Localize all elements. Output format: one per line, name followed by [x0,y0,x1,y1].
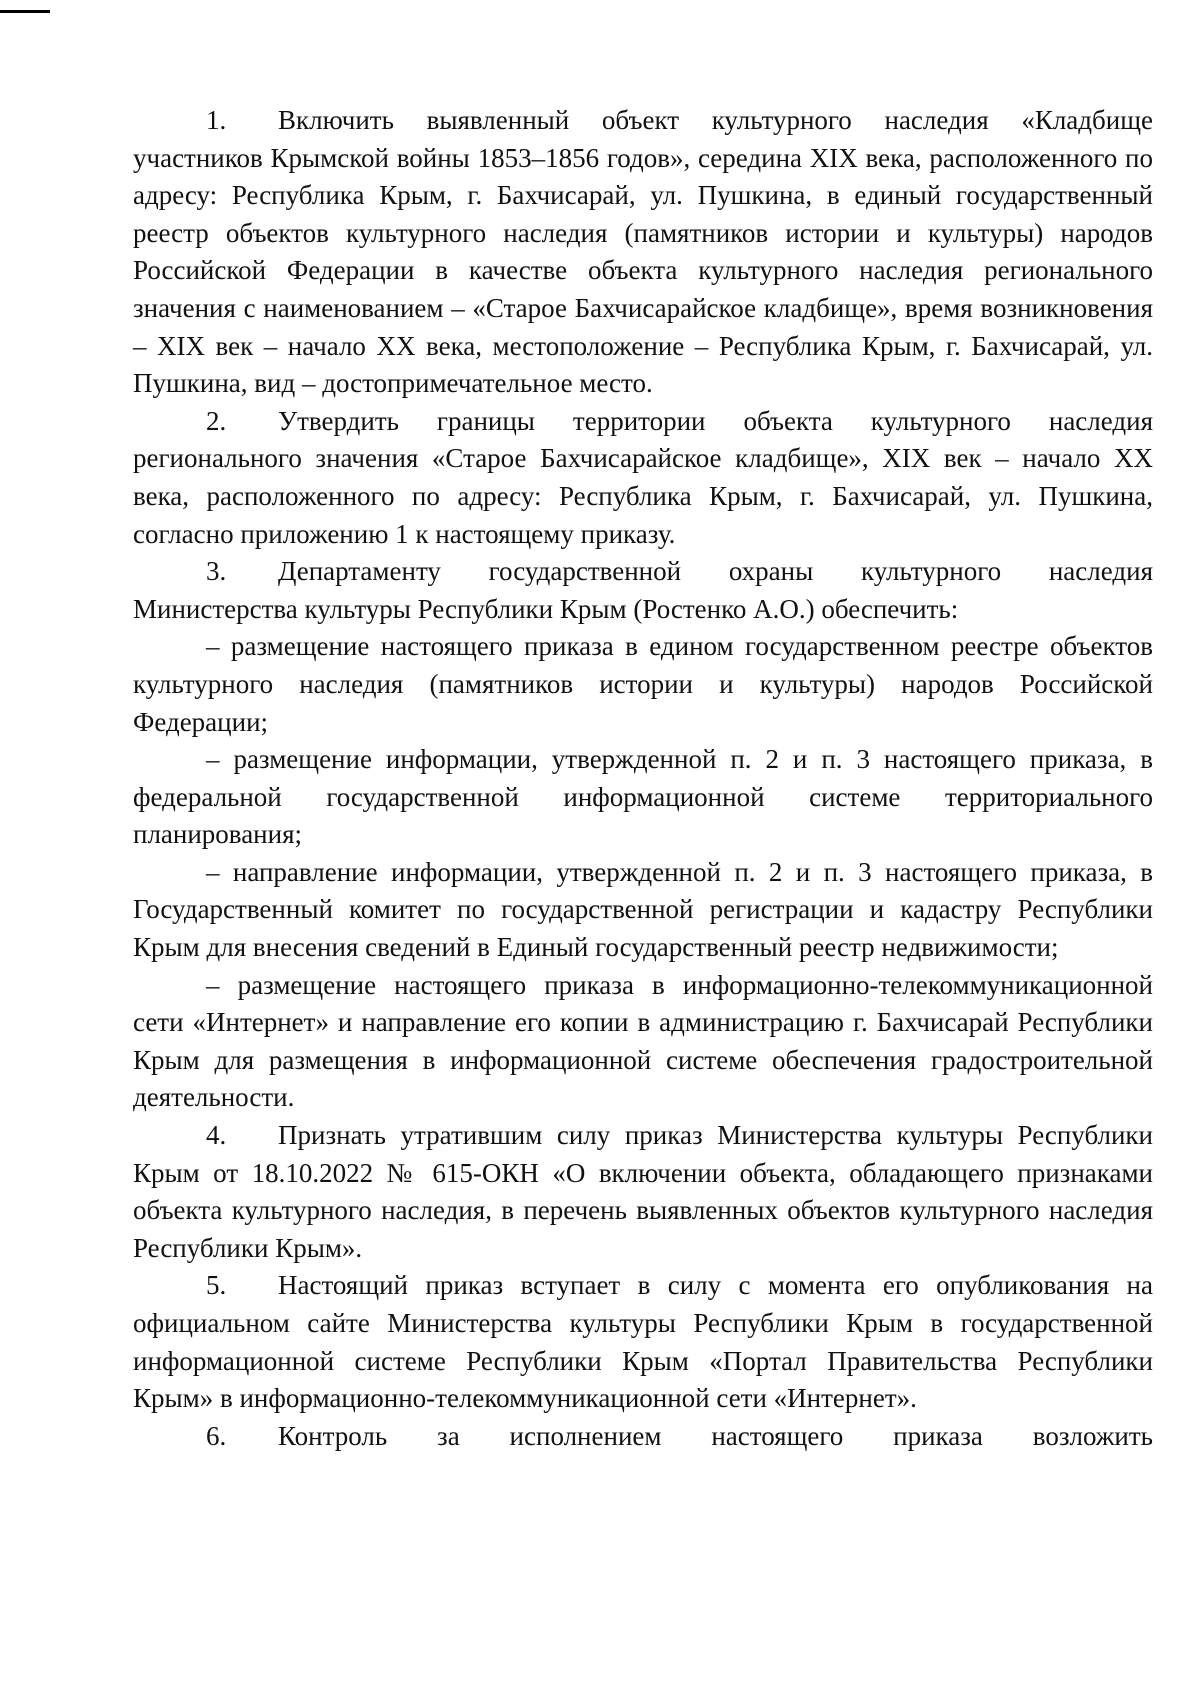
scan-corner-mark [0,10,50,13]
document-body [133,102,1153,1455]
paragraph-number: 1. [206,105,227,135]
paragraph-text: Включить выявленный объект культурного наследия «Кладбище участников Крымской войны 1853–1856 годов», середина XIX века, расположенного по адресу: Республика Крым, г. Бахчисарай, ул. Пушкина, в единый государственный реестр объектов культурного наследия (памятников истории и культуры) народов Российской Федерации в качестве объекта культурного наследия регионального значения с наименованием – «Старое Бахчисарайское кладбище», время возникновения – XIX век – начало XX века, местоположение – Республика Крым, г. Бахчисарай, ул. Пушкина, вид – достопримечательное место. [133,105,1153,399]
subitem-4: – размещение настоящего приказа в информационно-телекоммуникационной сети «Интернет» и направление его копии в администрацию г. Бахчисарай Республики Крым для размещения в информационной системе обеспечения градостроительной деятельности. [133,969,1153,1113]
paragraph-3 [133,553,1153,628]
paragraph-text: Контроль за исполнением настоящего приказа возложить [278,1420,1153,1451]
subitem-3: – направление информации, утвержденной п. 2 и п. 3 настоящего приказа, в Государственный комитет по государственной регистрации и кадастру Республики Крым для внесения сведений в Единый государственный реестр недвижимости; [133,856,1153,963]
paragraph-number: 2. [206,405,227,436]
paragraph-5 [133,1267,1153,1417]
paragraph-2 [133,403,1153,553]
paragraph-number: 6. [206,1420,227,1451]
paragraph-text: Утвердить границы территории объекта культурного наследия регионального значения «Старое Бахчисарайское кладбище», XIX век – начало XX века, расположенного по адресу: Республика Крым, г. Бахчисарай, ул. Пушкина, согласно приложению 1 к настоящему приказу. [133,405,1153,549]
paragraph-number: 5. [206,1270,227,1301]
paragraph-text: Настоящий приказ вступает в силу с момента его опубликования на официальном сайте Министерства культуры Республики Крым в государственной информационной системе Республики Крым «Портал Правительства Республики Крым» в информационно-телекоммуникационной сети «Интернет». [133,1270,1153,1414]
paragraph-text: Признать утратившим силу приказ Министерства культуры Республики Крым от 18.10.2022 № 615-ОКН «О включении объекта, обладающего признаками объекта культурного наследия, в перечень выявленных объектов культурного наследия Республики Крым». [133,1120,1153,1263]
paragraph-4 [133,1117,1153,1267]
paragraph-text: Департаменту государственной охраны культурного наследия Министерства культуры Республики Крым (Ростенко А.О.) обеспечить: [133,556,1153,624]
paragraph-6 [133,1418,1153,1456]
paragraph-number: 4. [206,1120,227,1151]
subitem-2: – размещение информации, утвержденной п. 2 и п. 3 настоящего приказа, в федеральной государственной информационной системе территориального планирования; [133,744,1153,850]
paragraph-1 [133,102,1153,403]
subitem-1: – размещение настоящего приказа в едином государственном реестре объектов культурного наследия (памятников истории и культуры) народов Российской Федерации; [133,631,1153,737]
paragraph-number: 3. [206,556,227,587]
